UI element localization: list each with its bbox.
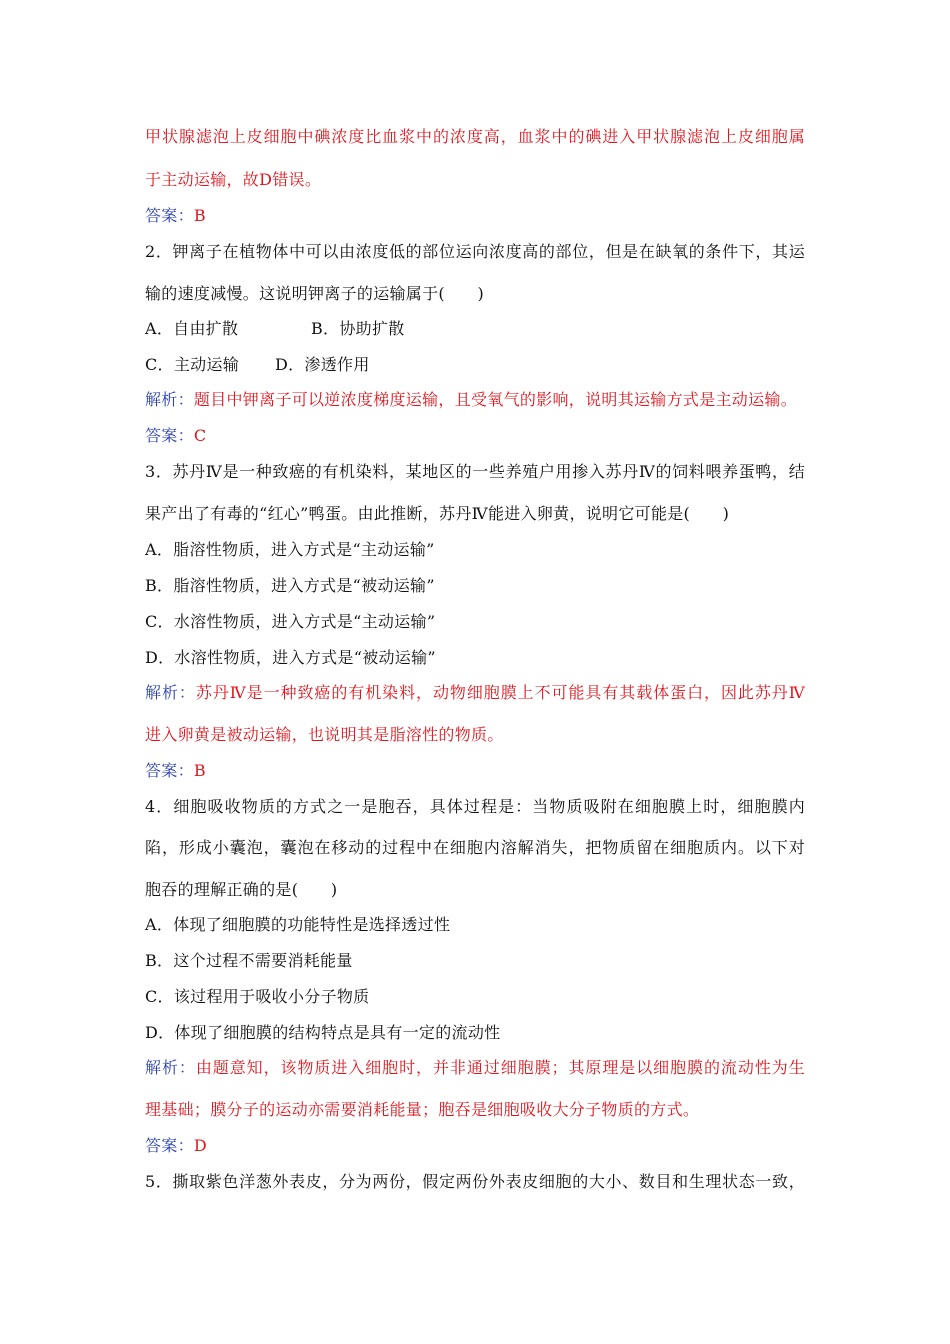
question-5-stem: 5．撕取紫色洋葱外表皮，分为两份，假定两份外表皮细胞的大小、数目和生理状态一致，	[145, 1172, 805, 1191]
question-3-option-a: A．脂溶性物质，进入方式是“主动运输”	[145, 540, 435, 559]
explanation-text: 题目中钾离子可以逆浓度梯度运输，且受氧气的影响，说明其运输方式是主动运输。	[193, 390, 798, 409]
answer-value: D	[193, 1136, 208, 1155]
question-2-stem: 输的速度减慢。这说明钾离子的运输属于( )	[145, 284, 485, 303]
question-4-answer	[145, 1136, 207, 1156]
question-3-stem: 果产出了有毒的“红心”鸭蛋。由此推断，苏丹Ⅳ能进入卵黄，说明它可能是( )	[145, 504, 730, 523]
question-4-option-d: D．体现了细胞膜的结构特点是具有一定的流动性	[145, 1023, 501, 1042]
answer-label: 答案：	[145, 426, 194, 445]
explanation-label: 解析：	[145, 1058, 196, 1077]
question-2-answer	[145, 426, 206, 446]
question-3-answer	[145, 761, 206, 781]
question-3-option-b: B．脂溶性物质，进入方式是“被动运输”	[145, 576, 435, 595]
explanation-label: 解析：	[145, 683, 196, 702]
explanation-label: 解析：	[145, 390, 194, 409]
answer-label: 答案：	[145, 1136, 194, 1155]
question-2-stem: 2．钾离子在植物体中可以由浓度低的部位运向浓度高的部位，但是在缺氧的条件下，其运	[145, 242, 805, 261]
question-2-option-d: D．渗透作用	[275, 355, 370, 374]
question-4-explanation	[145, 1058, 805, 1078]
question-4-stem: 胞吞的理解正确的是( )	[145, 880, 338, 899]
question-4-option-a: A．体现了细胞膜的功能特性是选择透过性	[145, 915, 451, 934]
answer-label: 答案：	[145, 206, 194, 225]
question-3-stem: 3．苏丹Ⅳ是一种致癌的有机染料，某地区的一些养殖户用掺入苏丹Ⅳ的饲料喂养蛋鸭，结	[145, 462, 805, 481]
question-2-option-a: A．自由扩散	[145, 319, 239, 338]
question-3-option-c: C．水溶性物质，进入方式是“主动运输”	[145, 612, 436, 631]
question-4-stem: 陷，形成小囊泡，囊泡在移动的过程中在细胞内溶解消失，把物质留在细胞质内。以下对	[145, 838, 805, 857]
answer-line-1	[145, 206, 206, 226]
explanation-continued-line: 于主动运输，故D错误。	[145, 170, 322, 189]
question-3-option-d: D．水溶性物质，进入方式是“被动运输”	[145, 648, 436, 667]
question-4-option-b: B．这个过程不需要消耗能量	[145, 951, 353, 970]
question-3-explanation	[145, 683, 805, 703]
question-2-explanation	[145, 390, 797, 410]
question-4-explanation-cont: 理基础；膜分子的运动亦需要消耗能量；胞吞是细胞吸收大分子物质的方式。	[145, 1100, 700, 1119]
answer-label: 答案：	[145, 761, 194, 780]
explanation-continued-line: 甲状腺滤泡上皮细胞中碘浓度比血浆中的浓度高，血浆中的碘进入甲状腺滤泡上皮细胞属	[145, 127, 805, 146]
explanation-text: 由题意知，该物质进入细胞时，并非通过细胞膜；其原理是以细胞膜的流动性为生	[195, 1058, 805, 1077]
question-3-explanation-cont: 进入卵黄是被动运输，也说明其是脂溶性的物质。	[145, 725, 504, 744]
answer-value: B	[193, 761, 206, 780]
answer-value: B	[193, 206, 206, 225]
question-2-option-c: C．主动运输	[145, 355, 240, 374]
explanation-text: 苏丹Ⅳ是一种致癌的有机染料，动物细胞膜上不可能具有其载体蛋白，因此苏丹Ⅳ	[195, 683, 805, 702]
question-2-option-b: B．协助扩散	[311, 319, 405, 338]
question-4-stem: 4．细胞吸收物质的方式之一是胞吞，具体过程是：当物质吸附在细胞膜上时，细胞膜内	[145, 797, 805, 816]
question-4-option-c: C．该过程用于吸收小分子物质	[145, 987, 370, 1006]
answer-value: C	[193, 426, 207, 445]
